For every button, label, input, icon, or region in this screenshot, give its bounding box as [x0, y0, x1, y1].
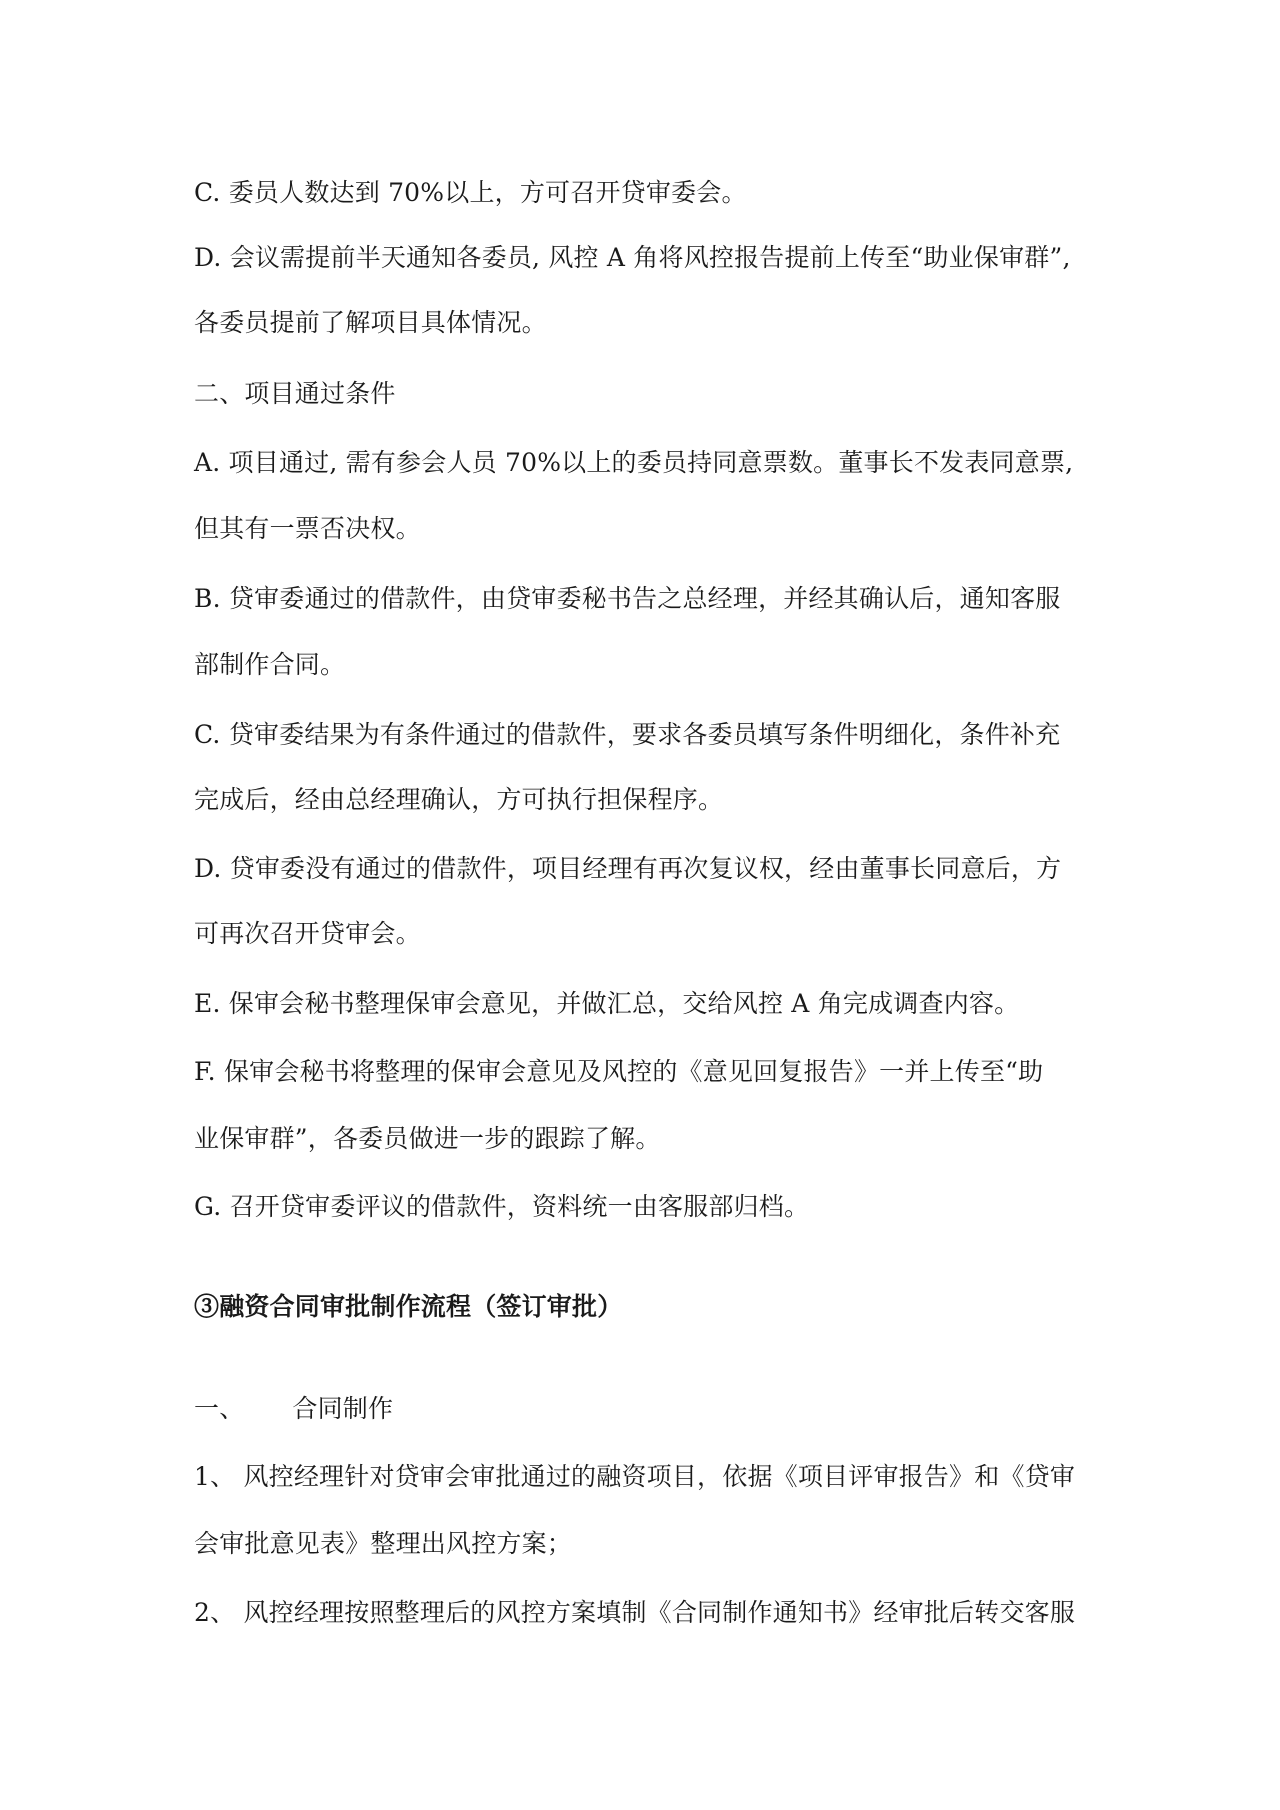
- section-heading: ③融资合同审批制作流程（签订审批）: [194, 1292, 623, 1321]
- paragraph-line: 各委员提前了解项目具体情况。: [194, 308, 547, 337]
- paragraph-line: 会审批意见表》整理出风控方案；: [194, 1529, 573, 1558]
- paragraph-line: 完成后，经由总经理确认，方可执行担保程序。: [194, 785, 724, 814]
- paragraph-line: C. 贷审委结果为有条件通过的借款件，要求各委员填写条件明细化，条件补充: [194, 720, 1061, 749]
- paragraph-line: 1、 风控经理针对贷审会审批通过的融资项目，依据《项目评审报告》和《贷审: [194, 1462, 1076, 1491]
- paragraph-line: 可再次召开贷审会。: [194, 919, 421, 948]
- paragraph-line: D. 会议需提前半天通知各委员, 风控 A 角将风控报告提前上传至“助业保审群”,: [194, 243, 1071, 272]
- section-subheading: 二、项目通过条件: [194, 379, 396, 408]
- paragraph-line: B. 贷审委通过的借款件，由贷审委秘书告之总经理，并经其确认后，通知客服: [194, 584, 1061, 613]
- paragraph-line: C. 委员人数达到 70%以上，方可召开贷审委会。: [194, 178, 747, 207]
- paragraph-line: F. 保审会秘书将整理的保审会意见及风控的《意见回复报告》一并上传至“助: [194, 1057, 1044, 1086]
- paragraph-line: G. 召开贷审委评议的借款件，资料统一由客服部归档。: [194, 1192, 810, 1221]
- sub-heading-text: 合同制作: [292, 1394, 394, 1423]
- paragraph-line: A. 项目通过, 需有参会人员 70%以上的委员持同意票数。董事长不发表同意票,: [194, 448, 1074, 477]
- paragraph-line: 部制作合同。: [194, 650, 346, 679]
- paragraph-line: 但其有一票否决权。: [194, 514, 421, 543]
- paragraph-line: 业保审群”，各委员做进一步的跟踪了解。: [194, 1124, 661, 1153]
- paragraph-line: D. 贷审委没有通过的借款件，项目经理有再次复议权，经由董事长同意后，方: [194, 854, 1062, 883]
- sub-heading-number: 一、: [194, 1394, 245, 1423]
- sub-heading: [194, 1392, 393, 1426]
- paragraph-line: E. 保审会秘书整理保审会意见，并做汇总，交给风控 A 角完成调查内容。: [194, 989, 1020, 1018]
- paragraph-line: 2、 风控经理按照整理后的风控方案填制《合同制作通知书》经审批后转交客服: [194, 1598, 1076, 1627]
